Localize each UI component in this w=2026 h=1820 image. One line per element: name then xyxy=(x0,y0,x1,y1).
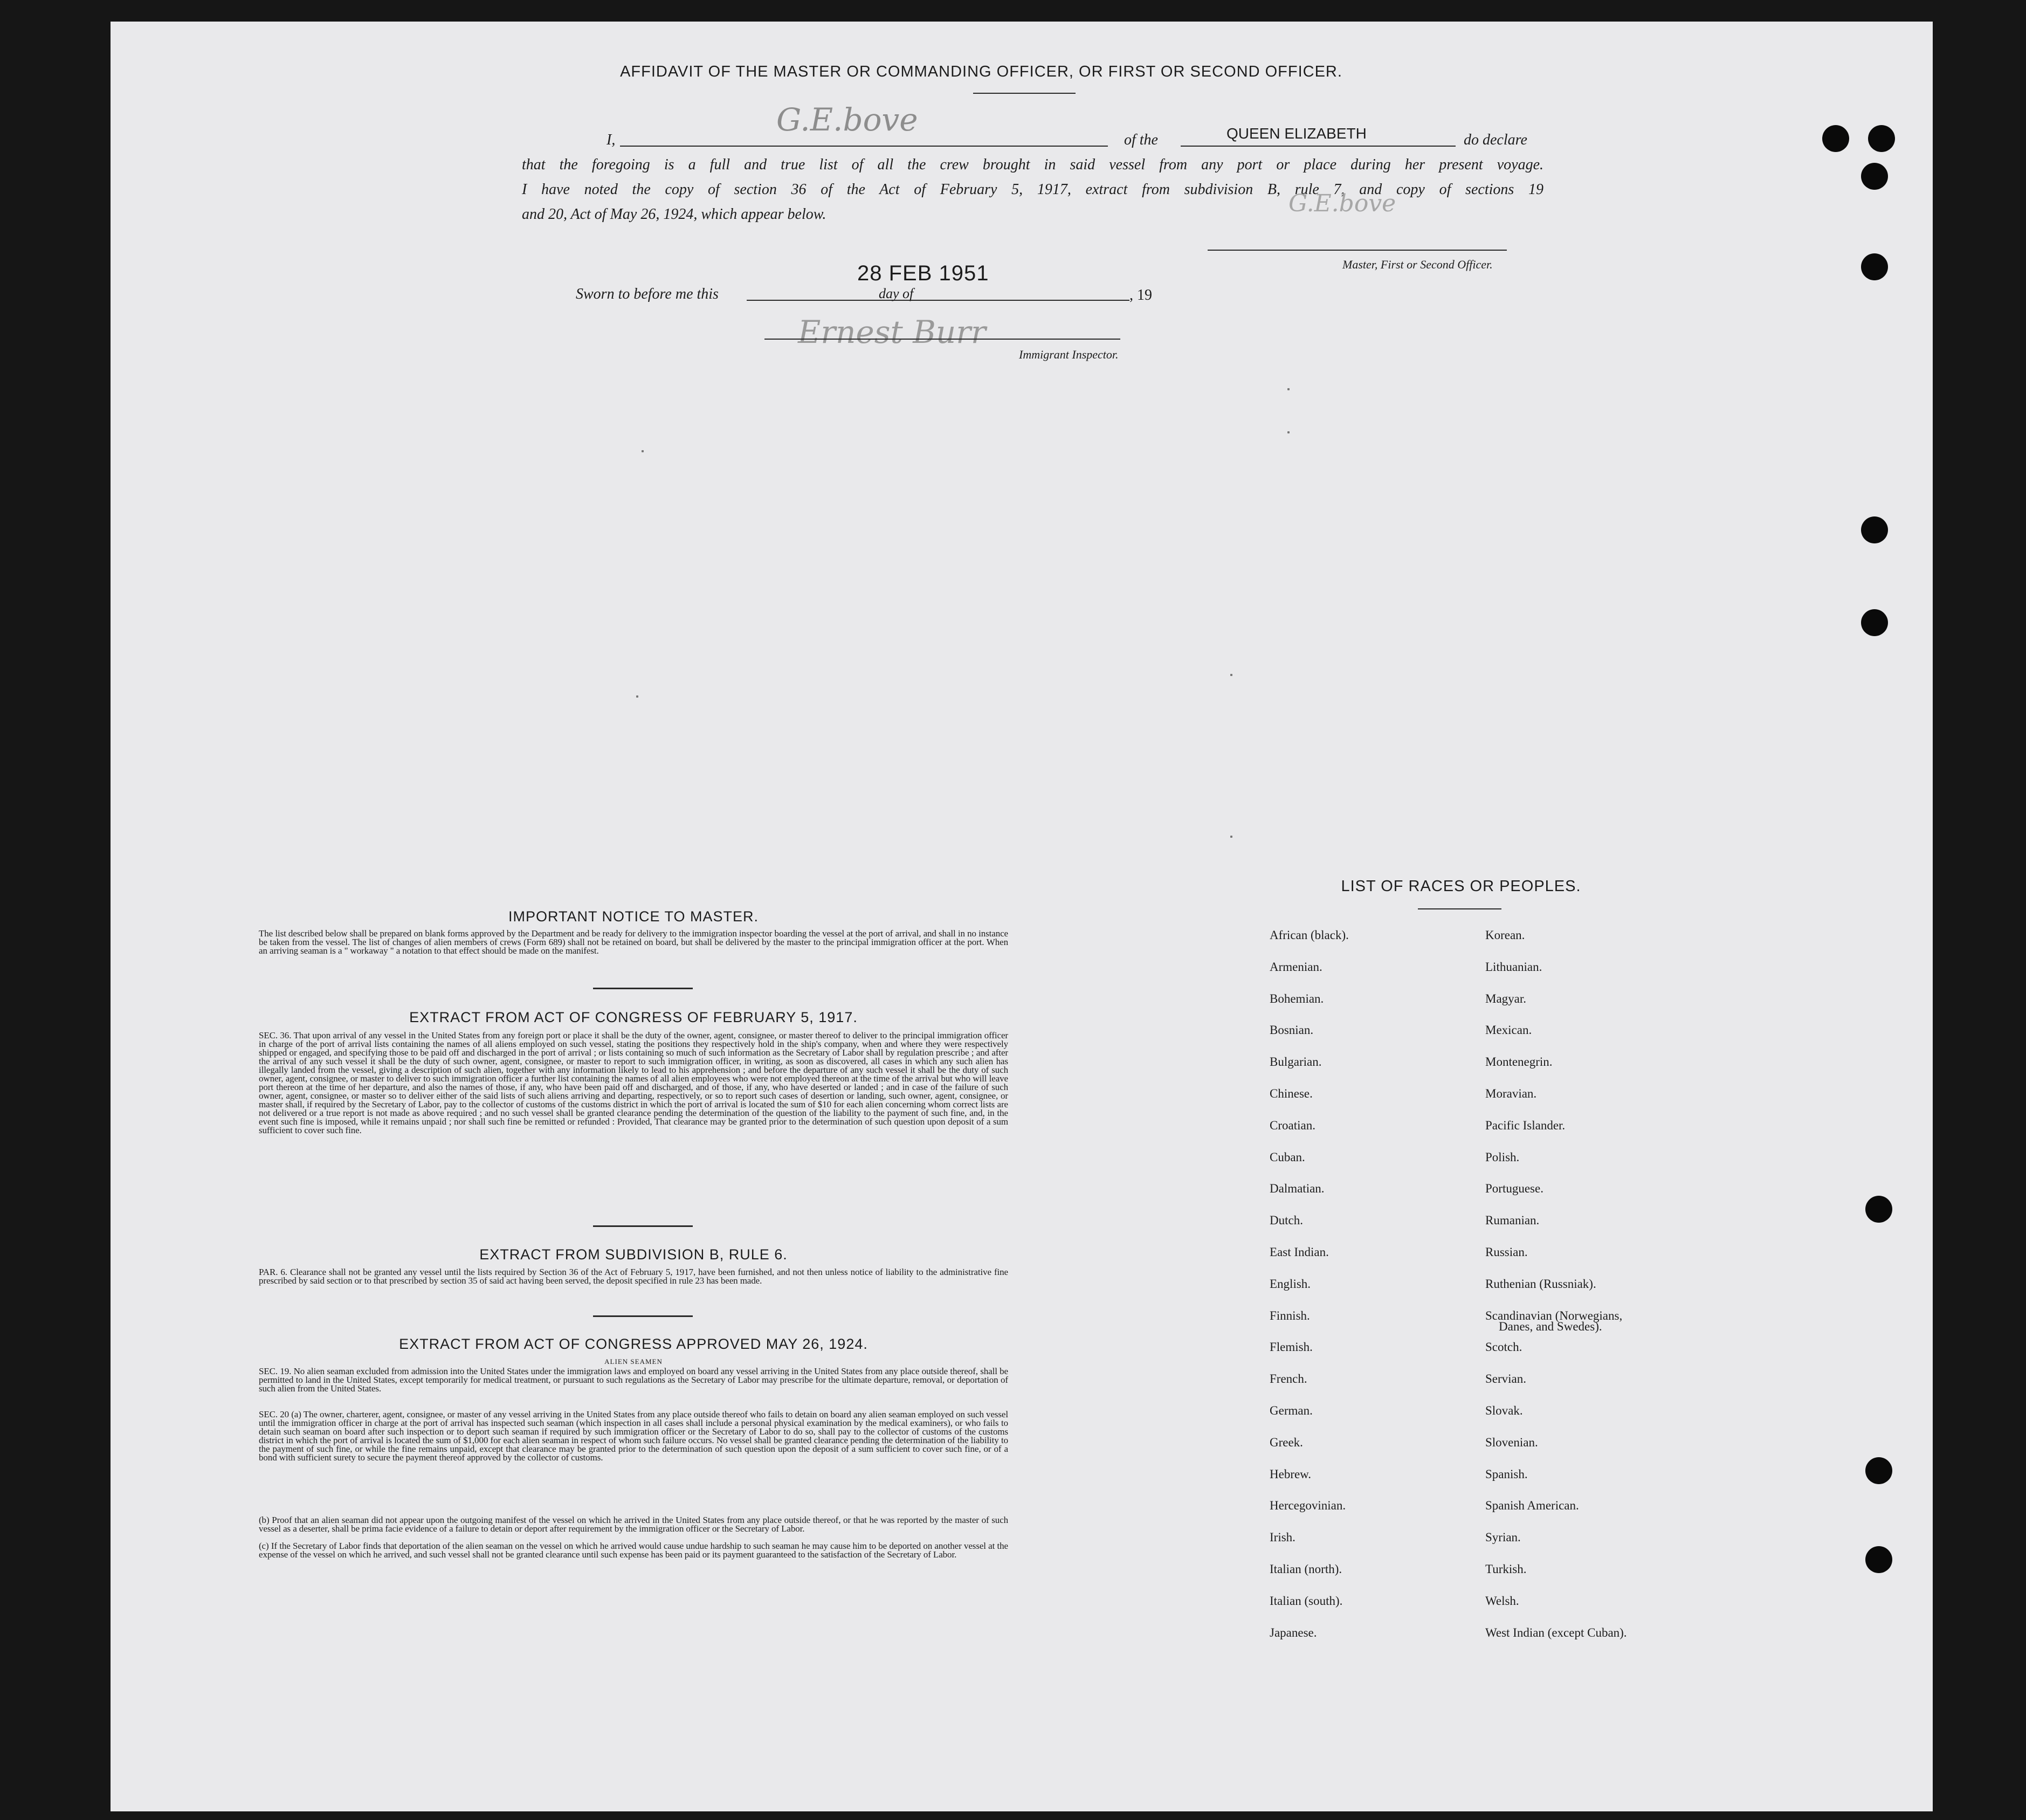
divider xyxy=(593,988,693,989)
race-item: Chinese. xyxy=(1270,1087,1313,1100)
affidavit-line-3: and 20, Act of May 26, 1924, which appear below. xyxy=(522,206,826,223)
race-item: Italian (north). xyxy=(1270,1562,1342,1576)
of-the-label: of the xyxy=(1124,132,1158,148)
race-item: Italian (south). xyxy=(1270,1594,1343,1608)
alien-seamen-subtitle: ALIEN SEAMEN xyxy=(604,1357,663,1366)
affidavit-title: AFFIDAVIT OF THE MASTER OR COMMANDING OFFICER, OR FIRST OR SECOND OFFICER. xyxy=(620,63,1342,80)
race-item: Mexican. xyxy=(1485,1023,1532,1037)
i-label: I, xyxy=(607,132,616,148)
extract-rule6-title: EXTRACT FROM SUBDIVISION B, RULE 6. xyxy=(479,1246,788,1263)
extract-1924-sec20c: (c) If the Secretary of Labor finds that deportation of the alien seaman on the vessel on which he arrived would cause undue hardship to such seaman he may cause him to be deported on another vessel at the expense of the vessel on which he arrived, and such vessel shall not be granted clearance until such expense has been paid or its payment guaranteed to the satisfaction of the Secretary of Labor. xyxy=(259,1541,1008,1560)
race-item: Magyar. xyxy=(1485,992,1527,1005)
divider xyxy=(1418,908,1501,909)
race-item: Irish. xyxy=(1270,1531,1295,1544)
race-item: Hebrew. xyxy=(1270,1467,1312,1481)
extract-1924-sec20b: (b) Proof that an alien seaman did not appear upon the outgoing manifest of the vessel on which he arrived in the United States from any place outside thereof, or that he was reported by the master of such vessel as a deserter, shall be prima facie evidence of a failure to detain or deport after requirement by the immigration officer or the Secretary of Labor. xyxy=(259,1515,1008,1534)
race-item: Slovak. xyxy=(1485,1404,1523,1417)
race-item: Lithuanian. xyxy=(1485,960,1542,974)
race-item: Scandinavian (Norwegians, xyxy=(1485,1309,1623,1322)
do-declare-label: do declare xyxy=(1464,132,1527,148)
extract-1917-text: SEC. 36. That upon arrival of any vessel in the United States from any foreign port or place it shall be the duty of the owner, agent, consignee, or master thereof to deliver to the principal immigration officer in charge of the port of arrival lists containing the names of all aliens employed on such vessel, stating the positions they respectively hold in the ship's company, when and where they were respectively shipped or engaged, and specifying those to be paid off and discharged in the port of arrival ; or lists containing so much of such information as the Secretary of Labor shall by regulation prescribe ; and after the arrival of any such vessel it shall be the duty of such owner, agent, consignee, or master to report to such immigration officer, in writing, as soon as discovered, all cases in which any such alien has illegally landed from the vessel, giving a description of such alien, together with any information likely to lead to his apprehension ; and before the departure of any such vessel it shall be the duty of such owner, agent, consignee, or master to deliver to such immigration officer a further list containing the names of all alien employees who were not employed thereon at the time of the arrival but who will leave port thereon at the time of her departure, and also the names of those, if any, who have been paid off and discharged, and of those, if any, who have deserted or landed ; and in case of the failure of such owner, agent, consignee, or master so to deliver either of the said lists of such aliens arriving and departing, respectively, or so to report such cases of desertion or landing, such owner, agent, consignee, or master shall, if required by the Secretary of Labor, pay to the collector of customs of the customs district in which the port of arrival is located the sum of $10 for each alien concerning whom correct lists are not delivered or a true report is not made as above required ; and no such vessel shall be granted clearance pending the determination of the question of the liability to the payment of such fine, and, in the event such fine is imposed, while it remains unpaid ; nor shall such fine be remitted or refunded : Provided, That clearance may be granted prior to the determination of such question upon deposit of a sum sufficient to cover such fine. xyxy=(259,1030,1008,1135)
punch-hole xyxy=(1822,125,1849,152)
extract-1924-title: EXTRACT FROM ACT OF CONGRESS APPROVED MAY 26, 1924. xyxy=(399,1336,868,1352)
punch-hole xyxy=(1861,516,1888,543)
fold-mark xyxy=(1230,674,1232,676)
race-item: Flemish. xyxy=(1270,1340,1313,1354)
race-continuation: Danes, and Swedes). xyxy=(1499,1320,1602,1333)
inspector-caption: Immigrant Inspector. xyxy=(1019,348,1119,361)
races-title: LIST OF RACES OR PEOPLES. xyxy=(1341,878,1581,895)
divider xyxy=(593,1315,693,1317)
race-item: Syrian. xyxy=(1485,1531,1521,1544)
race-item: French. xyxy=(1270,1372,1307,1385)
race-item: Servian. xyxy=(1485,1372,1527,1385)
vessel-name: QUEEN ELIZABETH xyxy=(1226,125,1367,142)
race-item: Moravian. xyxy=(1485,1087,1537,1100)
punch-hole xyxy=(1861,163,1888,190)
race-item: Finnish. xyxy=(1270,1309,1310,1322)
race-item: Spanish. xyxy=(1485,1467,1528,1481)
race-item: Korean. xyxy=(1485,928,1525,942)
race-item: Ruthenian (Russniak). xyxy=(1485,1277,1596,1291)
race-item: West Indian (except Cuban). xyxy=(1485,1626,1627,1639)
notice-title: IMPORTANT NOTICE TO MASTER. xyxy=(508,908,759,925)
sworn-label: Sworn to before me this xyxy=(576,286,719,302)
extract-1917-title: EXTRACT FROM ACT OF CONGRESS OF FEBRUARY 5, 1917. xyxy=(409,1009,858,1025)
race-item: Montenegrin. xyxy=(1485,1055,1553,1068)
punch-hole xyxy=(1861,609,1888,636)
fold-mark xyxy=(636,695,638,698)
race-item: Slovenian. xyxy=(1485,1436,1538,1449)
race-item: Dalmatian. xyxy=(1270,1182,1325,1195)
race-item: Bulgarian. xyxy=(1270,1055,1322,1068)
affidavit-line-2: I have noted the copy of section 36 of the Act of February 5, 1917, extract from subdivision B, rule 7, and copy of sections 19 xyxy=(522,181,1543,198)
punch-hole xyxy=(1868,125,1895,152)
race-item: Portuguese. xyxy=(1485,1182,1543,1195)
fold-mark xyxy=(1287,388,1290,390)
affidavit-line-1: that the foregoing is a full and true list of all the crew brought in said vessel from any port or place during her present voyage. xyxy=(522,156,1543,173)
punch-hole xyxy=(1865,1546,1892,1573)
inspector-signature: Ernest Burr xyxy=(798,314,986,350)
race-item: Russian. xyxy=(1485,1245,1528,1259)
master-signature-line xyxy=(1208,250,1507,251)
race-item: Hercegovinian. xyxy=(1270,1499,1346,1512)
date-stamp: 28 FEB 1951 xyxy=(857,261,989,285)
race-item: Bohemian. xyxy=(1270,992,1324,1005)
race-item: Pacific Islander. xyxy=(1485,1119,1566,1132)
notice-text: The list described below shall be prepared on blank forms approved by the Department and be ready for delivery to the immigration inspector boarding the vessel at the port of arrival, and shall in no instance be taken from the vessel. The list of changes of alien members of crews (Form 689) shall not be retained on board, but shall be delivered by the master to the principal immigration officer at the port. When an arriving seaman is a " workaway " a notation to that effect should be made on the manifest. xyxy=(259,928,1008,956)
punch-hole xyxy=(1865,1196,1892,1223)
divider xyxy=(593,1225,693,1227)
race-item: Rumanian. xyxy=(1485,1214,1540,1227)
extract-1924-sec20a: SEC. 20 (a) The owner, charterer, agent, consignee, or master of any vessel arriving in the United States from any place outside thereof who fails to detain on board any alien seaman employed on such vessel until the immigration officer in charge at the port of arrival has inspected such seaman (which inspection in all cases shall include a personal physical examination by the medical examiners), or who fails to detain such seaman on board after such inspection or to deport such seaman if required by such immigration officer or the Secretary of Labor to do so, shall pay to the collector of customs of the customs district in which the port of arrival is located the sum of $1,000 for each alien seaman in respect of whom such failure occurs. No vessel shall be granted clearance pending the determination of the liability to the payment of such fine, or while the fine remains unpaid, except that clearance may be granted prior to the determination of such question upon the deposit of a sum sufficient to cover such fine, or of a bond with sufficient surety to secure the payment thereof approved by the collector of customs. xyxy=(259,1409,1008,1463)
master-signature: G.E.bove xyxy=(776,101,918,138)
race-item: East Indian. xyxy=(1270,1245,1329,1259)
race-item: Japanese. xyxy=(1270,1626,1317,1639)
race-item: Polish. xyxy=(1485,1150,1520,1164)
race-item: German. xyxy=(1270,1404,1313,1417)
race-item: Bosnian. xyxy=(1270,1023,1314,1037)
race-item: Spanish American. xyxy=(1485,1499,1579,1512)
race-item: Turkish. xyxy=(1485,1562,1527,1576)
master-signature-2: G.E.bove xyxy=(1288,190,1396,217)
master-caption: Master, First or Second Officer. xyxy=(1342,258,1493,271)
race-item: Armenian. xyxy=(1270,960,1322,974)
fold-mark xyxy=(1287,431,1290,433)
extract-1924-sec19: SEC. 19. No alien seaman excluded from admission into the United States under the immigration laws and employed on board any vessel arriving in the United States from any place outside thereof, shall be permitted to land in the United States, except temporarily for medical treatment, or pursuant to such regulations as the Secretary of Labor may prescribe for the ultimate departure, removal, or deportation of such alien from the United States. xyxy=(259,1366,1008,1394)
race-item: English. xyxy=(1270,1277,1311,1291)
race-item: Dutch. xyxy=(1270,1214,1303,1227)
inspector-line xyxy=(764,339,1120,340)
race-item: Scotch. xyxy=(1485,1340,1522,1354)
year-label: , 19 xyxy=(1129,287,1152,304)
race-item: African (black). xyxy=(1270,928,1349,942)
race-item: Croatian. xyxy=(1270,1119,1315,1132)
vessel-line xyxy=(1181,146,1456,147)
divider xyxy=(973,93,1076,94)
punch-hole xyxy=(1865,1457,1892,1484)
race-item: Welsh. xyxy=(1485,1594,1519,1608)
name-line xyxy=(620,146,1108,147)
fold-mark xyxy=(642,450,644,452)
race-item: Greek. xyxy=(1270,1436,1303,1449)
fold-mark xyxy=(1230,836,1232,838)
extract-rule6-text: PAR. 6. Clearance shall not be granted any vessel until the lists required by Section 36 of the Act of February 5, 1917, have been furnished, and not then unless notice of liability to the administrative fine prescribed by said section or to that prescribed by section 35 of said act having been served, the deposit specified in rule 23 has been made. xyxy=(259,1267,1008,1286)
day-of-label: day of xyxy=(879,286,914,301)
race-item: Cuban. xyxy=(1270,1150,1305,1164)
sworn-line xyxy=(747,300,1129,301)
punch-hole xyxy=(1861,253,1888,280)
